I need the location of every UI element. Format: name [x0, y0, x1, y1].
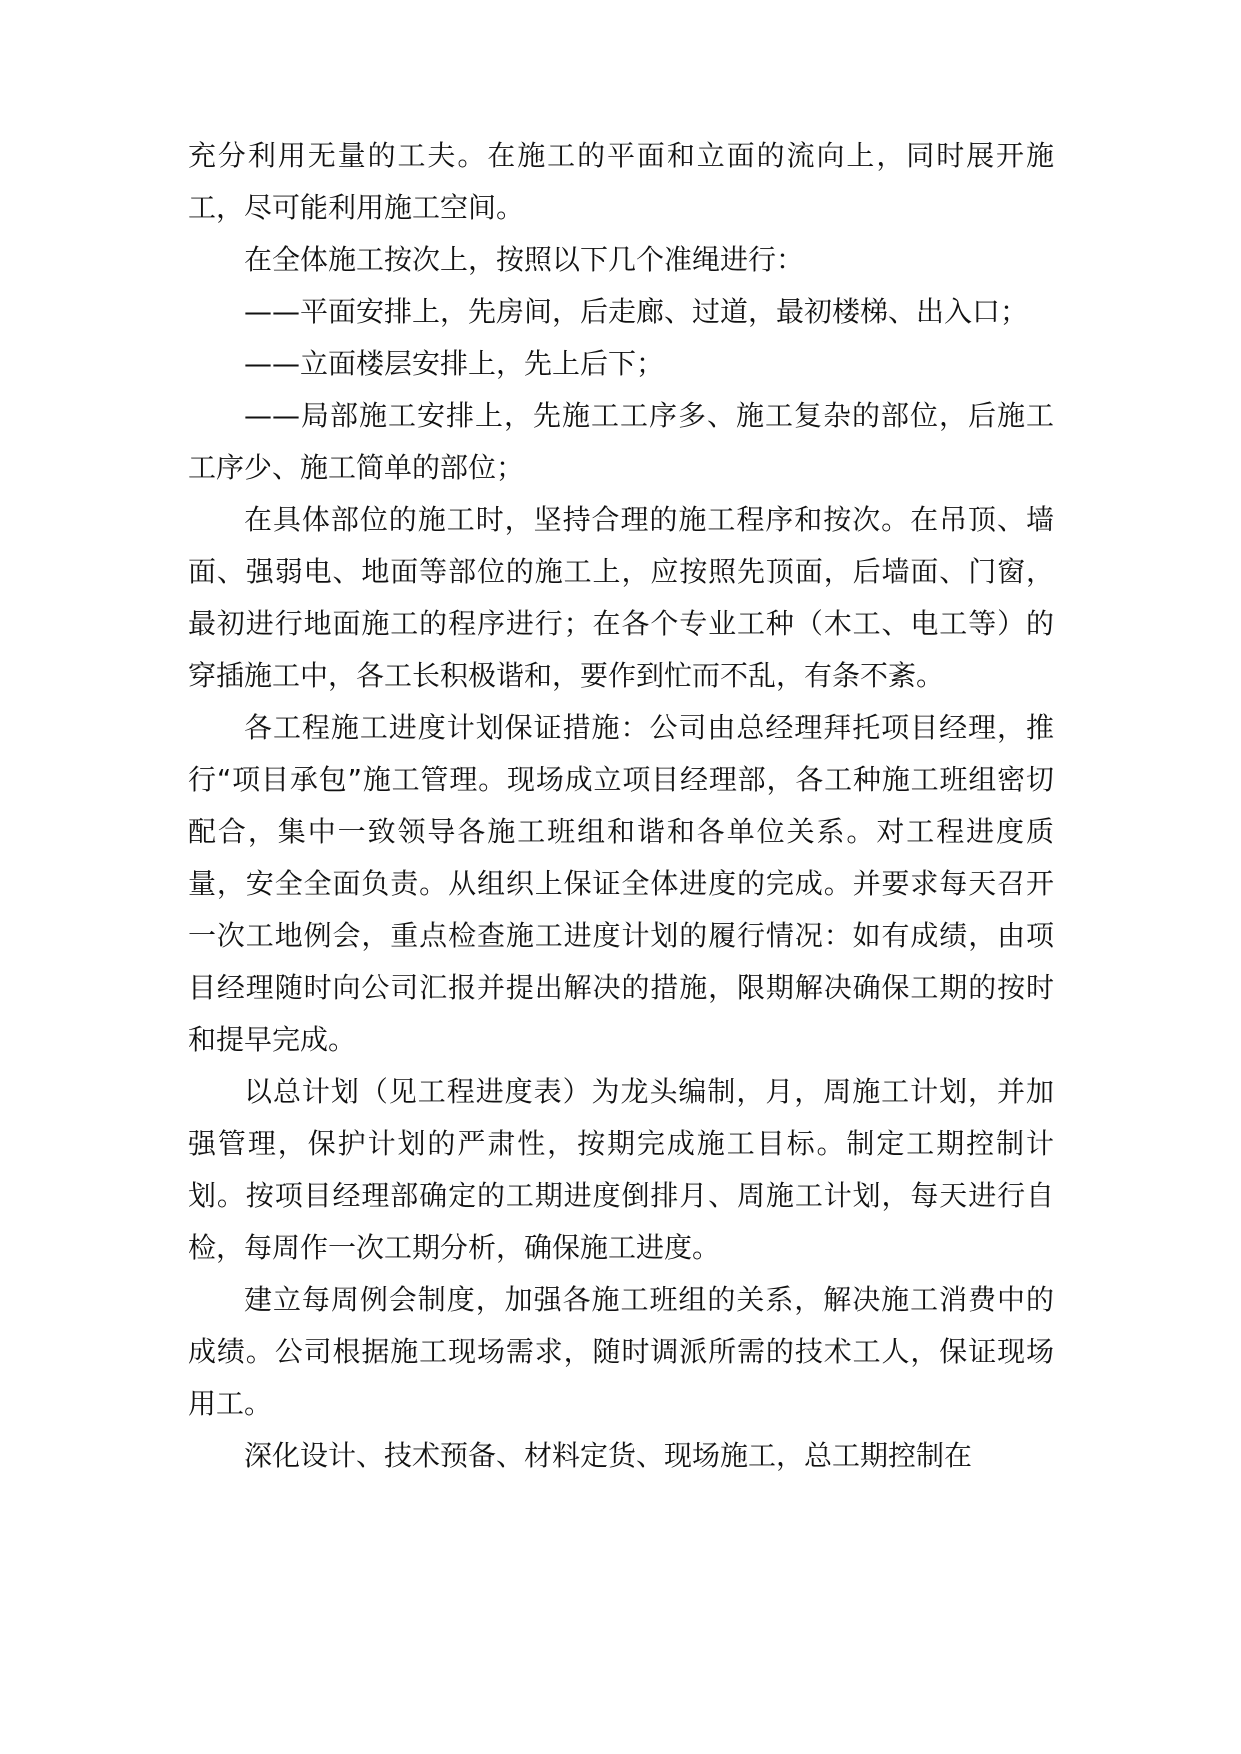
paragraph: ——立面楼层安排上，先上后下； — [244, 347, 665, 380]
paragraph: 在全体施工按次上，按照以下几个准绳进行： — [244, 243, 805, 276]
paragraph: 在具体部位的施工时，坚持合理的施工程序和按次。在吊顶、墙面、强弱电、地面等部位的施工上，应按照先顶面，后墙面、门窗，最初进行地面施工的程序进行；在各个专业工种（木工、电工等）的穿插施工中，各工长积极谐和，要作到忙而不乱，有条不紊。 — [188, 503, 1054, 692]
paragraph: ——局部施工安排上，先施工工序多、施工复杂的部位，后施工工序少、施工简单的部位； — [188, 399, 1054, 484]
document-body — [188, 130, 1054, 1482]
paragraph: 各工程施工进度计划保证措施：公司由总经理拜托项目经理，推行“项目承包”施工管理。现场成立项目经理部，各工种施工班组密切配合，集中一致领导各施工班组和谐和各单位关系。对工程进度质量，安全全面负责。从组织上保证全体进度的完成。并要求每天召开一次工地例会，重点检查施工进度计划的履行情况：如有成绩，由项目经理随时向公司汇报并提出解决的措施，限期解决确保工期的按时和提早完成。 — [188, 711, 1054, 1056]
paragraph: 以总计划（见工程进度表）为龙头编制，月，周施工计划，并加强管理，保护计划的严肃性，按期完成施工目标。制定工期控制计划。按项目经理部确定的工期进度倒排月、周施工计划，每天进行自检，每周作一次工期分析，确保施工进度。 — [188, 1075, 1054, 1264]
paragraph: 深化设计、技术预备、材料定货、现场施工，总工期控制在 — [244, 1439, 973, 1472]
paragraph: ——平面安排上，先房间，后走廊、过道，最初楼梯、出入口； — [244, 295, 1029, 328]
paragraph: 充分利用无量的工夫。在施工的平面和立面的流向上，同时展开施工，尽可能利用施工空间。 — [188, 139, 1054, 224]
paragraph: 建立每周例会制度，加强各施工班组的关系，解决施工消费中的成绩。公司根据施工现场需求，随时调派所需的技术工人，保证现场用工。 — [188, 1283, 1054, 1420]
